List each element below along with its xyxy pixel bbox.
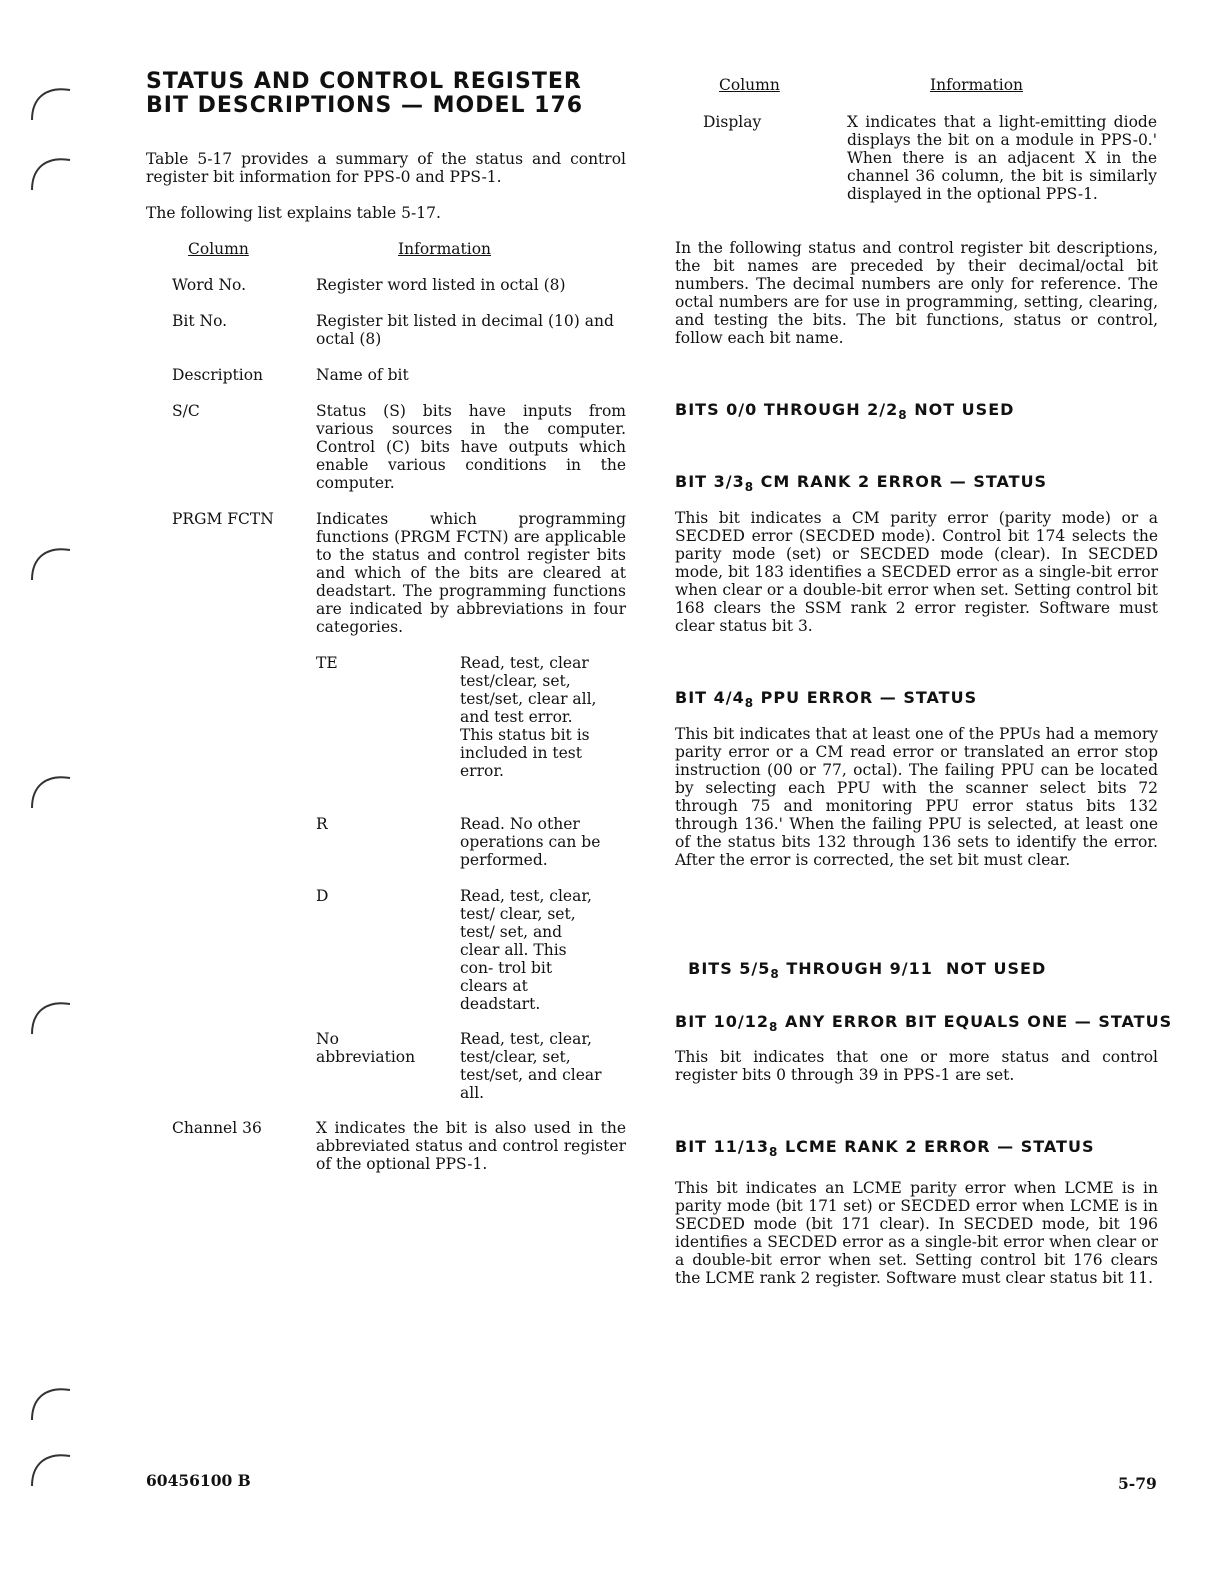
abbr-text: Read, test, clear, test/clear, set, test/set, and clear all. [460, 1030, 602, 1102]
abbr-term: R [316, 815, 328, 833]
section-body: This bit indicates an LCME parity error when LCME is in parity mode (bit 171 set) or SECDED error when LCME is in SECDED mode (bit 171 clear). In SECDED mode, bit 196 identifies a SECDED error as a single-bit error when clear or a double-bit error when set. Setting control bit 176 clears the LCME rank 2 register. Software must clear status bit 11. [675, 1179, 1158, 1287]
def-term: Word No. [172, 276, 247, 294]
octal-subscript: 8 [744, 696, 755, 710]
heading-text: BITS 5/5 [688, 959, 771, 978]
section-body: This bit indicates a CM parity error (parity mode) or a SECDED error (SECDED mode). Control bit 174 selects the parity mode (set) or SECDED mode (clear). In SECDED mode, bit 183 identifies a SECDED error as a single-bit error when clear or a double-bit error when set. Setting control bit 168 clears the SSM rank 2 error register. Software must clear status bit 3. [675, 509, 1158, 635]
def-term: Display [703, 113, 762, 131]
def-term: Channel 36 [172, 1119, 262, 1137]
abbr-text: Read. No other operations can be performed. [460, 815, 601, 869]
binder-hole-icon [28, 1446, 72, 1490]
heading-text: THROUGH 9/11 NOT USED [779, 959, 1047, 978]
section-heading [675, 1137, 1094, 1157]
title-line-1: STATUS AND CONTROL REGISTER [146, 69, 582, 94]
def-text: Status (S) bits have inputs from various sources in the computer. Control (C) bits have outputs which enable various conditions in the computer. [316, 402, 626, 492]
doc-number: 60456100 B [146, 1471, 251, 1490]
binder-hole-icon [28, 994, 72, 1038]
section-heading [675, 400, 1014, 420]
abbr-term: No abbreviation [316, 1030, 416, 1066]
def-text: Register word listed in octal (8) [316, 276, 566, 294]
binder-hole-icon [28, 80, 72, 124]
section-body: This bit indicates that one or more status and control register bits 0 through 39 in PPS-1 are set. [675, 1048, 1158, 1084]
section-heading [675, 688, 977, 708]
heading-text: LCME RANK 2 ERROR — STATUS [778, 1137, 1095, 1156]
information-header: Information [398, 240, 492, 258]
def-term: Bit No. [172, 312, 228, 330]
def-text: X indicates that a light-emitting diode displays the bit on a module in PPS-0.' When there is an adjacent X in the channel 36 column, the bit is similarly displayed in the optional PPS-1. [847, 113, 1157, 203]
heading-text: CM RANK 2 ERROR — STATUS [754, 472, 1048, 491]
section-heading [675, 472, 1047, 492]
section-heading [675, 939, 1046, 979]
abbr-term: TE [316, 654, 338, 672]
heading-text: PPU ERROR — STATUS [754, 688, 978, 707]
section-heading [675, 1012, 1172, 1032]
binder-hole-icon [28, 1380, 72, 1424]
heading-text: BITS 0/0 THROUGH 2/2 [675, 400, 899, 419]
column-header: Column [188, 240, 249, 258]
def-term: S/C [172, 402, 200, 420]
section-body: This bit indicates that at least one of the PPUs had a memory parity error or a CM read error or translated an error stop instruction (00 or 77, octal). The failing PPU can be located by selecting each PPU with the scanner select bits 72 through 75 and monitoring PPU error status bits 132 through 136.' When the failing PPU is selected, at least one of the status bits 132 through 136 sets to identify the error. After the error is corrected, the set bit must clear. [675, 725, 1158, 869]
def-text: Indicates which programming functions (PRGM FCTN) are applicable to the status and control register bits and which of the bits are cleared at deadstart. The programming functions are indicated by abbreviations in four categories. [316, 510, 626, 636]
heading-text: NOT USED [907, 400, 1015, 419]
octal-subscript: 8 [769, 1145, 779, 1159]
def-text: Name of bit [316, 366, 409, 384]
right-intro: In the following status and control register bit descriptions, the bit names are preceded by their decimal/octal bit numbers. The decimal numbers are only for reference. The octal numbers are for use in programming, setting, clearing, and testing the bits. The bit functions, status or control, follow each bit name. [675, 239, 1158, 347]
heading-text: BIT 11/13 [675, 1137, 770, 1156]
def-term: Description [172, 366, 264, 384]
octal-subscript: 8 [770, 967, 780, 981]
def-text: X indicates the bit is also used in the abbreviated status and control register of the optional PPS-1. [316, 1119, 626, 1173]
def-text: Register bit listed in decimal (10) and octal (8) [316, 312, 614, 348]
heading-text: BIT 3/3 [675, 472, 745, 491]
octal-subscript: 8 [744, 480, 755, 494]
page-title [146, 70, 666, 118]
binder-hole-icon [28, 540, 72, 584]
heading-text: BIT 4/4 [675, 688, 745, 707]
intro-paragraph: Table 5-17 provides a summary of the status and control register bit information for PPS-0 and PPS-1. [146, 150, 626, 186]
information-header: Information [930, 76, 1024, 94]
octal-subscript: 8 [898, 408, 908, 422]
abbr-text: Read, test, clear test/clear, set, test/set, clear all, and test error. This status bit is included in test error. [460, 654, 597, 780]
heading-text: BIT 10/12 [675, 1012, 770, 1031]
page-number: 5-79 [1118, 1474, 1157, 1493]
binder-hole-icon [28, 150, 72, 194]
def-term: PRGM FCTN [172, 510, 274, 528]
list-intro: The following list explains table 5-17. [146, 204, 441, 222]
abbr-text: Read, test, clear, test/ clear, set, test/ set, and clear all. This con- trol bit clears at deadstart. [460, 887, 592, 1013]
abbr-term: D [316, 887, 329, 905]
binder-hole-icon [28, 768, 72, 812]
heading-text: ANY ERROR BIT EQUALS ONE — STATUS [778, 1012, 1173, 1031]
title-line-2: BIT DESCRIPTIONS — MODEL 176 [146, 93, 584, 118]
octal-subscript: 8 [769, 1020, 779, 1034]
column-header: Column [719, 76, 780, 94]
